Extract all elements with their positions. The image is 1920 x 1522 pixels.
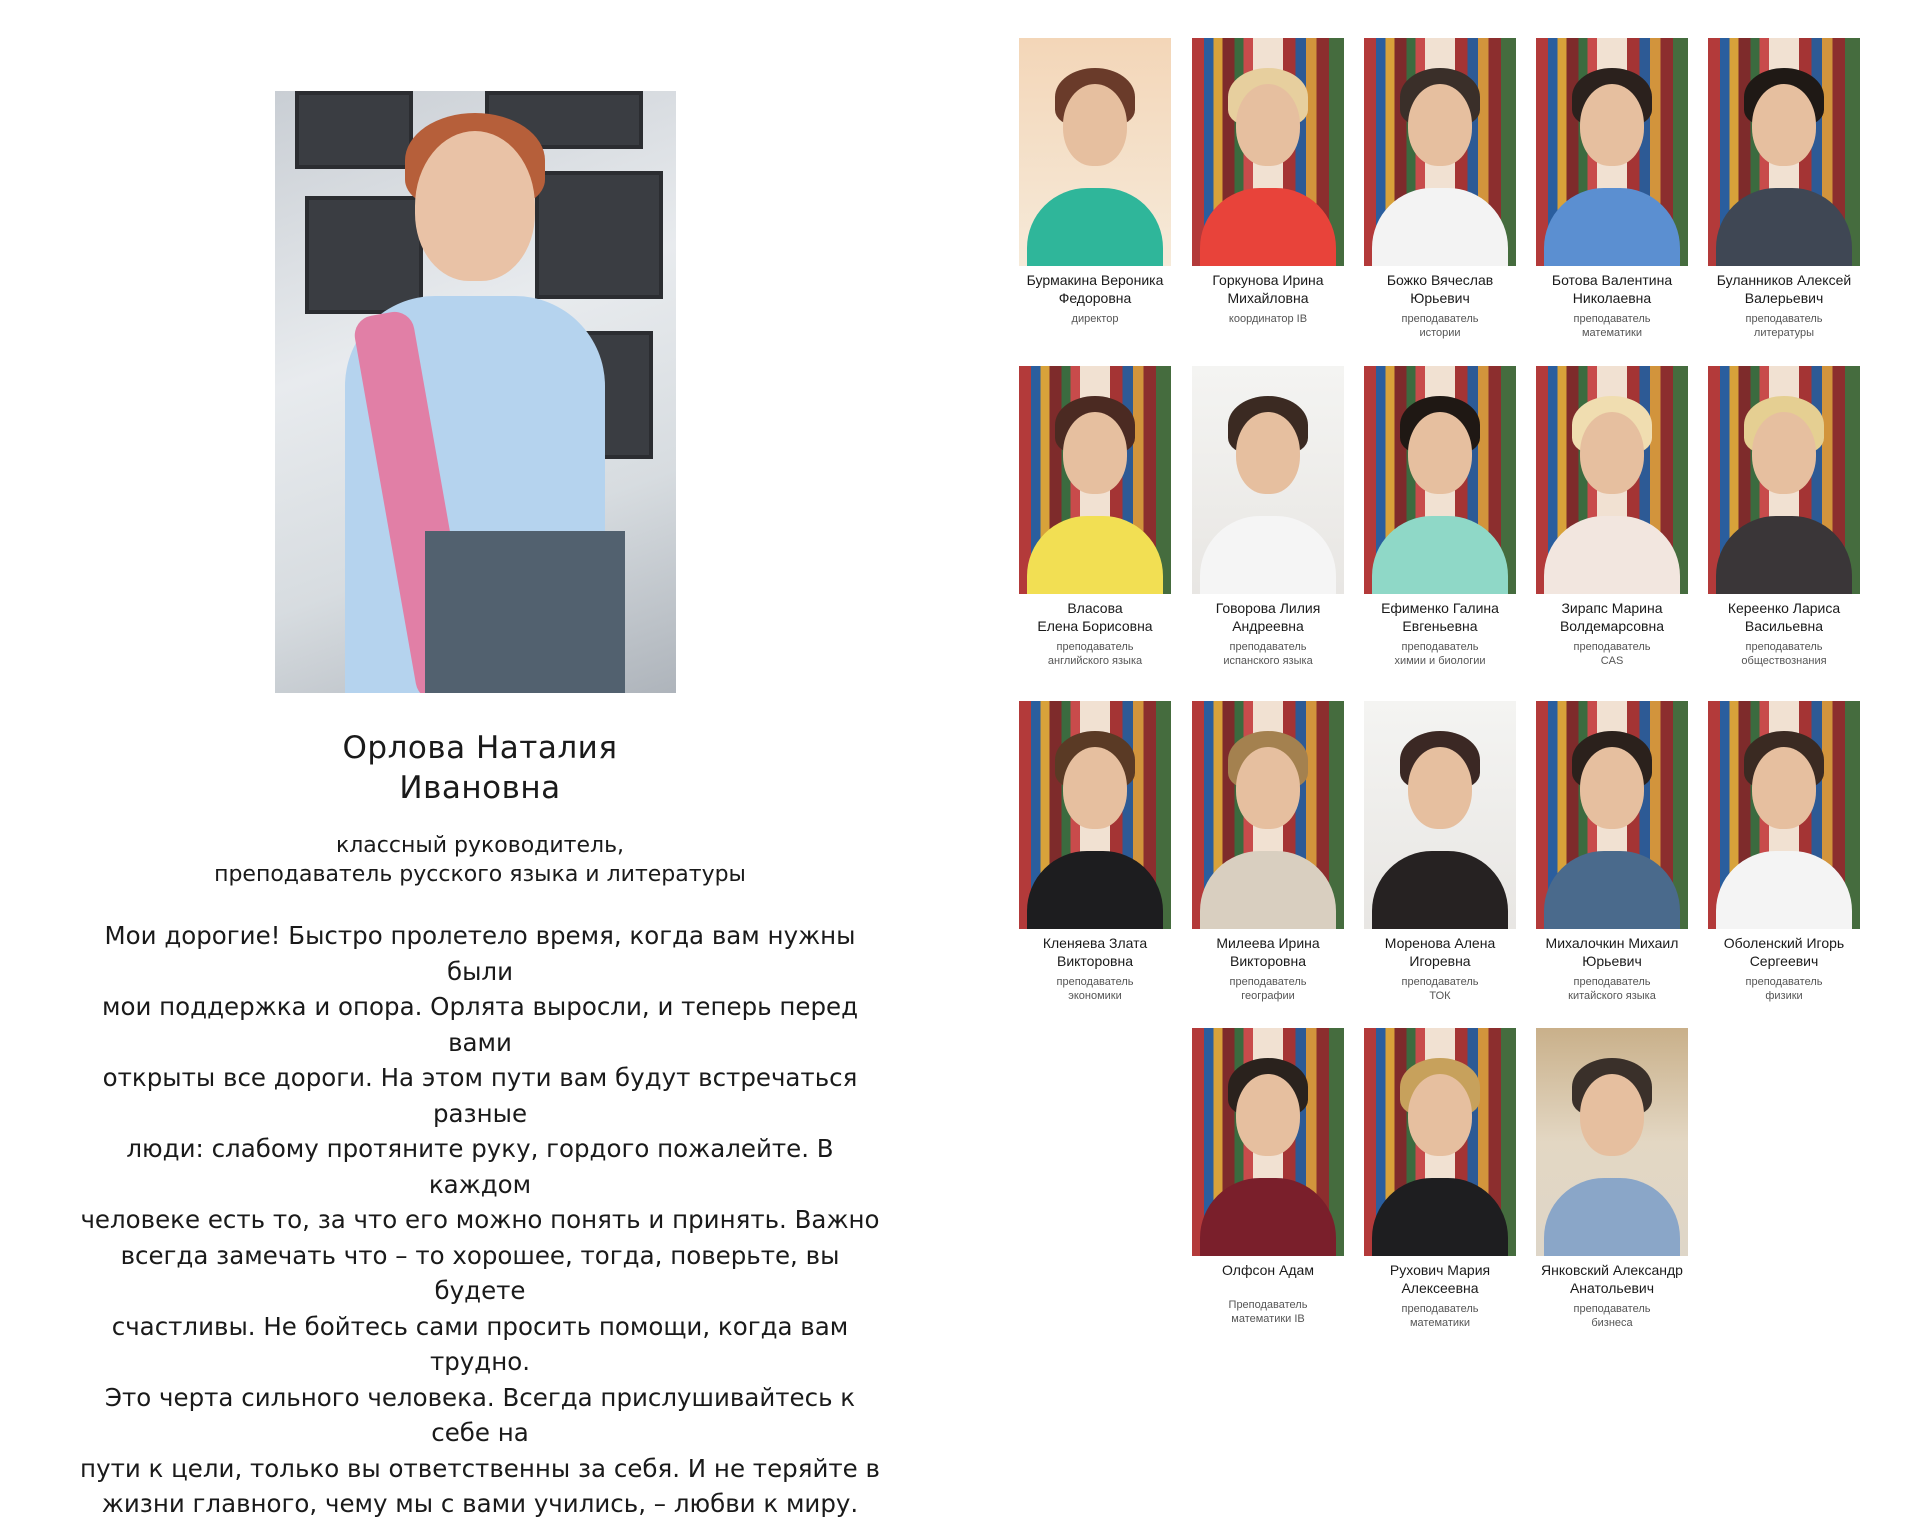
staff-card <box>1364 701 1516 1003</box>
staff-photo <box>1708 701 1860 929</box>
staff-name: Зирапс Марина Волдемарсовна <box>1559 600 1665 634</box>
featured-teacher-name <box>60 728 900 808</box>
staff-role: Преподаватель математики IB <box>1228 1299 1308 1325</box>
staff-card <box>1536 701 1688 1003</box>
staff-name: Янковский Александр Анатольевич <box>1541 1262 1683 1296</box>
staff-name: Милеева Ирина Викторовна <box>1216 935 1320 969</box>
staff-photo <box>1364 1028 1516 1256</box>
message-line: жизни главного, чему мы с вами учились, – любви к миру. <box>101 1489 859 1518</box>
staff-role: преподаватель ТОК <box>1401 976 1479 1002</box>
message-line: всегда замечать что – то хорошее, тогда, поверьте, вы будете <box>120 1240 840 1305</box>
staff-photo <box>1536 1028 1688 1256</box>
staff-name: Кленяева Злата Викторовна <box>1042 935 1148 969</box>
staff-role: преподаватель математики <box>1401 1303 1479 1329</box>
staff-role: преподаватель экономики <box>1056 976 1134 1002</box>
featured-teacher-photo <box>275 91 676 693</box>
staff-photo <box>1364 701 1516 929</box>
staff-photo <box>1192 701 1344 929</box>
staff-photo <box>1192 38 1344 266</box>
staff-name: Горкунова Ирина Михайловна <box>1212 272 1324 306</box>
staff-card <box>1536 38 1688 340</box>
message-line: люди: слабому протяните руку, гордого пожалейте. В каждом <box>126 1134 834 1199</box>
staff-photo <box>1019 38 1171 266</box>
staff-role: преподаватель химии и биологии <box>1394 641 1486 667</box>
staff-card <box>1364 1028 1516 1330</box>
staff-card <box>1192 366 1344 668</box>
staff-name: Моренова Алена Игоревна <box>1384 935 1496 969</box>
staff-role: преподаватель математики <box>1573 313 1651 339</box>
staff-name: Божко Вячеслав Юрьевич <box>1386 272 1494 306</box>
staff-role: преподаватель географии <box>1229 976 1307 1002</box>
staff-role: преподаватель английского языка <box>1047 641 1143 667</box>
staff-name: Рухович Мария Алексеевна <box>1389 1262 1491 1296</box>
staff-card <box>1019 366 1171 668</box>
staff-role: преподаватель бизнеса <box>1573 1303 1651 1329</box>
staff-name: Ботова Валентина Николаевна <box>1551 272 1673 306</box>
staff-role: преподаватель CAS <box>1573 641 1651 667</box>
staff-photo <box>1708 366 1860 594</box>
staff-card <box>1708 701 1860 1003</box>
role-line-1: классный руководитель, <box>335 833 625 858</box>
name-line-2: Ивановна <box>399 770 561 806</box>
message-line: мои поддержка и опора. Орлята выросли, и теперь перед вами <box>101 992 859 1057</box>
staff-photo <box>1192 1028 1344 1256</box>
message-line: Мои дорогие! Быстро пролетело время, когда вам нужны были <box>104 921 856 986</box>
staff-role: преподаватель физики <box>1745 976 1823 1002</box>
staff-card <box>1536 1028 1688 1330</box>
featured-teacher-section <box>60 0 900 1518</box>
staff-photo <box>1019 701 1171 929</box>
staff-card <box>1019 701 1171 1003</box>
staff-photo <box>1364 38 1516 266</box>
staff-role: преподаватель истории <box>1401 313 1479 339</box>
name-line-1: Орлова Наталия <box>342 730 618 766</box>
message-line: открыты все дороги. На этом пути вам будут встречаться разные <box>102 1063 858 1128</box>
staff-photo <box>1536 38 1688 266</box>
staff-card <box>1019 38 1171 326</box>
featured-teacher-role <box>60 831 900 889</box>
staff-role: преподаватель литературы <box>1745 313 1823 339</box>
staff-photo <box>1192 366 1344 594</box>
message-line: человеке есть то, за что его можно понять и принять. Важно <box>80 1205 880 1234</box>
staff-role: преподаватель китайского языка <box>1568 976 1656 1002</box>
staff-photo <box>1364 366 1516 594</box>
staff-card <box>1708 366 1860 668</box>
staff-name: Михалочкин Михаил Юрьевич <box>1545 935 1679 969</box>
staff-name: Ефименко Галина Евгеньевна <box>1381 600 1499 634</box>
message-line: пути к цели, только вы ответственны за себя. И не теряйте в <box>80 1453 880 1483</box>
staff-name: Кереенко Лариса Васильевна <box>1727 600 1841 634</box>
staff-photo <box>1536 366 1688 594</box>
staff-photo <box>1536 701 1688 929</box>
staff-name: Оболенский Игорь Сергеевич <box>1723 935 1845 969</box>
farewell-message <box>80 918 880 1522</box>
staff-photo <box>1708 38 1860 266</box>
staff-name: Буланников Алексей Валерьевич <box>1716 272 1852 306</box>
staff-role: директор <box>1071 313 1119 325</box>
staff-photo <box>1019 366 1171 594</box>
role-line-2: преподаватель русского языка и литературы <box>214 862 746 887</box>
staff-card <box>1708 38 1860 340</box>
staff-card <box>1364 38 1516 340</box>
staff-name: Олфсон Адам <box>1222 1262 1314 1278</box>
staff-name: Бурмакина Вероника Федоровна <box>1026 272 1164 306</box>
staff-card <box>1364 366 1516 668</box>
message-line: Это черта сильного человека. Всегда прислушивайтесь к себе на <box>104 1382 856 1447</box>
message-line: счастливы. Не бойтесь сами просить помощи, когда вам трудно. <box>111 1311 849 1376</box>
staff-card <box>1536 366 1688 668</box>
staff-name: Говорова Лилия Андреевна <box>1215 600 1321 634</box>
staff-card <box>1192 701 1344 1003</box>
staff-role: координатор IB <box>1228 313 1308 325</box>
staff-role: преподаватель обществознания <box>1741 641 1827 667</box>
staff-card <box>1192 1028 1344 1326</box>
staff-card <box>1192 38 1344 326</box>
staff-name: Власова Елена Борисовна <box>1037 600 1153 634</box>
staff-role: преподаватель испанского языка <box>1223 641 1313 667</box>
